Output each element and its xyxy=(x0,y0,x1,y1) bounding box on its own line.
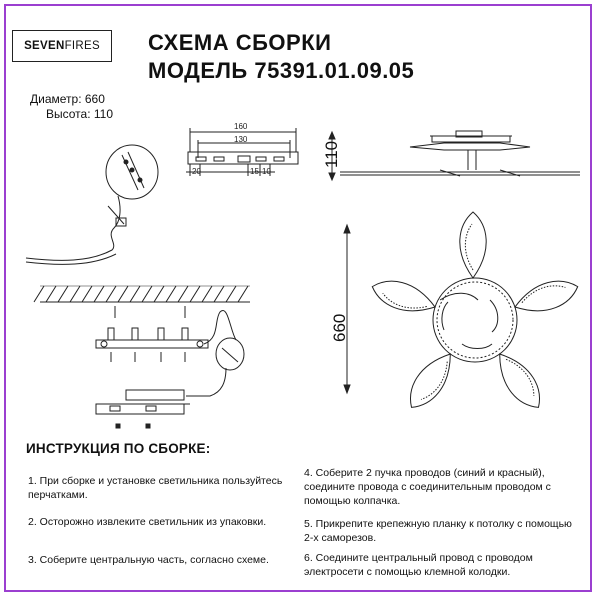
dim-15: 15 xyxy=(250,167,259,176)
page-title: СХЕМА СБОРКИ xyxy=(148,30,332,55)
petal-right xyxy=(511,274,582,319)
petal-left xyxy=(368,274,439,319)
dim-130: 130 xyxy=(234,135,248,144)
diameter-spec: Диаметр: 660 xyxy=(30,92,105,106)
height-spec: Высота: 110 xyxy=(46,107,114,121)
instruction-step-1: 1. При сборке и установке светильника пользуйтесь перчатками. xyxy=(28,475,283,501)
instruction-step-2: 2. Осторожно извлеките светильник из упаковки. xyxy=(28,516,267,528)
model-title: МОДЕЛЬ 75391.01.09.05 xyxy=(148,58,415,83)
side-view-drawing xyxy=(329,131,580,180)
dim-10: 10 xyxy=(262,167,271,176)
logo-bold-text: SEVEN xyxy=(24,40,65,52)
petal-lower-left xyxy=(401,346,461,415)
instruction-step-6: 6. Соедините центральный провод с проводом электросети с помощью клемной колодки. xyxy=(304,552,533,578)
instruction-step-5: 5. Прикрепите крепежную планку к потолку с помощью 2-х саморезов. xyxy=(304,518,572,544)
logo-thin-text: FIRES xyxy=(64,40,100,52)
wire-detail-drawing xyxy=(26,145,158,264)
chandelier-top-view xyxy=(368,212,582,415)
ceiling-mount-drawing xyxy=(34,286,250,428)
diameter-dimension-label: 660 xyxy=(330,313,349,342)
dim-160: 160 xyxy=(234,122,248,131)
height-dimension-label: 110 xyxy=(322,140,341,168)
instruction-step-4: 4. Соберите 2 пучка проводов (синий и красный), соедините провода с соединительным проводом с помощью колпачка. xyxy=(304,467,551,507)
dim-20: 20 xyxy=(192,167,201,176)
instructions-heading: ИНСТРУКЦИЯ ПО СБОРКЕ: xyxy=(26,441,211,456)
petal-lower-right xyxy=(489,346,549,415)
instruction-step-3: 3. Соберите центральную часть, согласно схеме. xyxy=(28,554,269,566)
diameter-dimension xyxy=(344,225,350,393)
petal-top xyxy=(460,212,486,278)
